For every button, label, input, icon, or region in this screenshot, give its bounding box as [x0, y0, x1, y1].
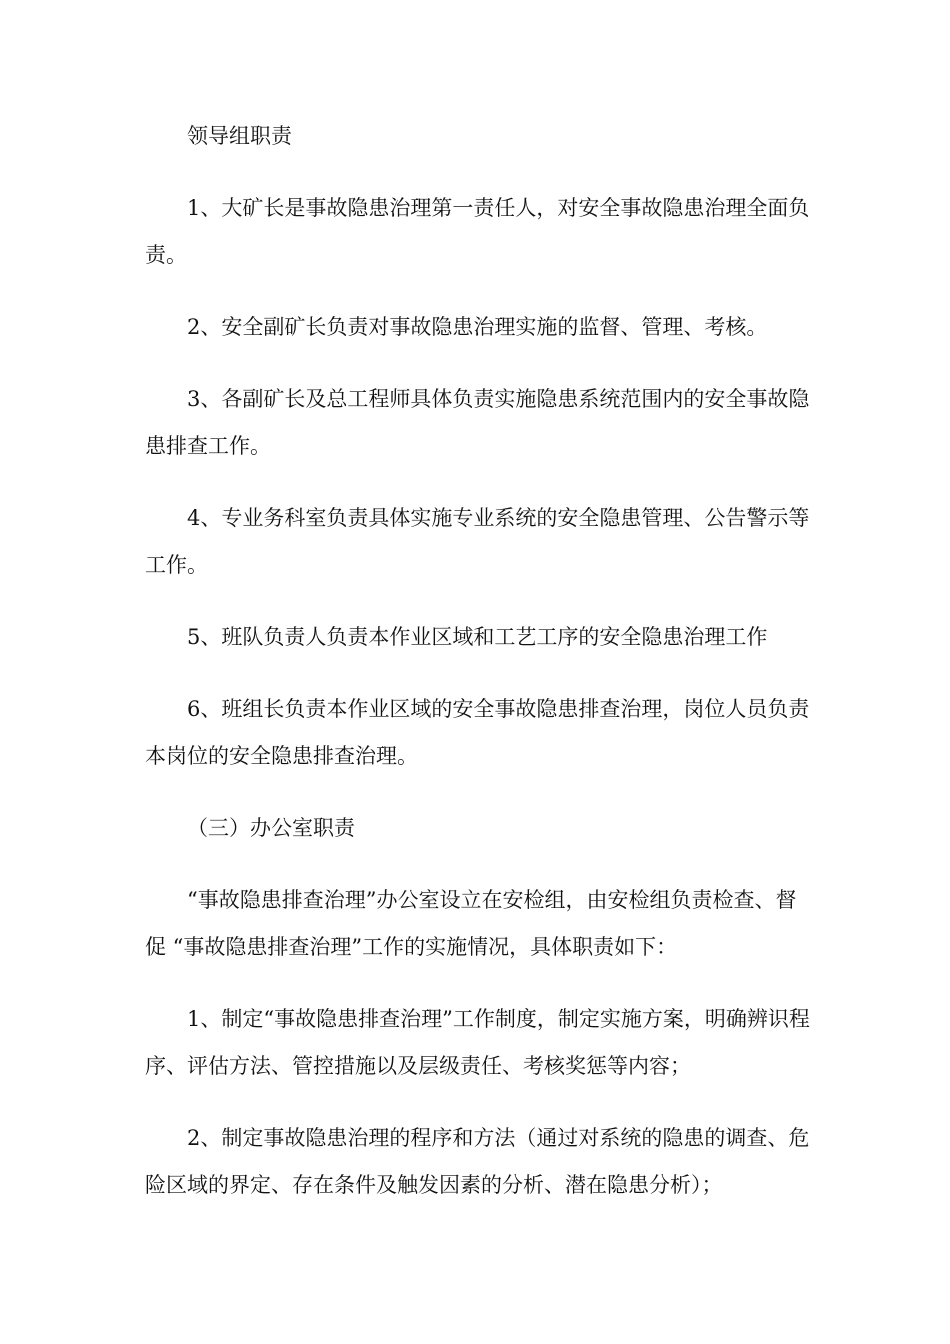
paragraph-item-3: 3、各副矿长及总工程师具体负责实施隐患系统范围内的安全事故隐患排查工作。 [145, 387, 810, 458]
document-body [145, 113, 810, 1234]
section-heading-leadership-duties: 领导组职责 [187, 124, 292, 148]
paragraph-office-item-1: 1、制定“事故隐患排查治理”工作制度，制定实施方案，明确辨识程序、评估方法、管控措施以及层级责任、考核奖惩等内容； [145, 1007, 810, 1078]
paragraph-office-item-2: 2、制定事故隐患治理的程序和方法（通过对系统的隐患的调查、危险区域的界定、存在条件及触发因素的分析、潜在隐患分析）； [145, 1126, 810, 1197]
paragraph-office-intro: “事故隐患排查治理”办公室设立在安检组，由安检组负责检查、督促 “事故隐患排查治理”工作的实施情况，具体职责如下： [145, 888, 797, 959]
paragraph-item-5: 5、班队负责人负责本作业区域和工艺工序的安全隐患治理工作 [187, 625, 768, 649]
paragraph-item-6: 6、班组长负责本作业区域的安全事故隐患排查治理，岗位人员负责本岗位的安全隐患排查治理。 [145, 697, 810, 768]
paragraph-item-1: 1、大矿长是事故隐患治理第一责任人，对安全事故隐患治理全面负责。 [145, 196, 810, 267]
paragraph-item-2: 2、安全副矿长负责对事故隐患治理实施的监督、管理、考核。 [187, 315, 768, 339]
section-heading-office-duties: （三）办公室职责 [187, 816, 355, 840]
paragraph-item-4: 4、专业务科室负责具体实施专业系统的安全隐患管理、公告警示等工作。 [145, 506, 810, 577]
